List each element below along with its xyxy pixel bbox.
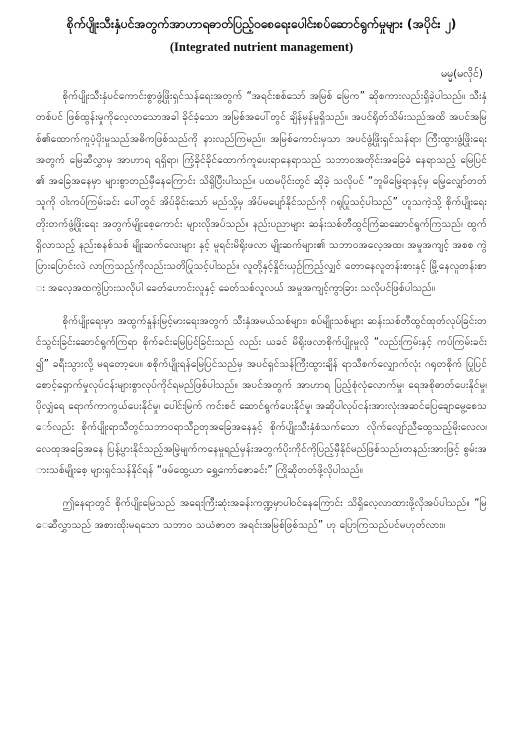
paragraph-1: စိုက်ပျိုးသီးနှံပင်ကောင်းစွာဖွံ့ဖြိုးရှင်သန်ရေးအတွက် “အရင်းစစ်သော် အမြစ် မြေက” ဆိုစကားလည်းရှိခဲ့ပါသည်။ သီးနှံတစ်ပင် ဖြစ်ထွန်းမှုကိုလေ့လာသောအခါ ခိုင်ခံ့သော အမြစ်အပေါ်တွင် ချိန်မှန်မှုရှိသည်။ အပင်ရိုတ်သိမ်းသည်အထိ အပင်အမြစ်၏ထောက်ကူပံ့ပိုးမှုသည်အဓိကဖြစ်သည်ကို နားလည်ကြမည်။ အမြစ်ကောင်းမှသာ အပင်ဖွံ့ဖြိုးရှင်သန်ရာ၊ ကြီးထွားဖွံ့ဖြိုးရေးအတွက် မြေဆီလွှာမှ အာဟာရ ရရှိရာ၊ ကြံ့ခိုင်ခိုင်ထောက်ကူပေးရာနေရာသည် သဘာဝအတိုင်းအခြေခံ နေရာသည့် မြေပြင်၏ အခြေအနေမှာ များစွာတည်မှီနေကြောင်း သိရှိပြီးပါသည်။ ပထမပိုင်းတွင် ဆိုခဲ့ သလိုပင် “ဘူမိမြေ့ရာနှင့်မှ မြေ့လျှော်တတ်သူကို ဝါးကပ်ကြမ်းခင်း ပေါ်တွင် အိပ်ခိုင်းသော် မည်သို့မှ အိပ်မပျော်နိုင်သည်ကို ဂရုပြုသင့်ပါသည်” ဟူသကဲ့သို့ စိုက်ပျိုးရေး တိုးတက်ဖွံ့ဖြိုးရေး အတွက်မျိုးစေ့ကောင်း များလိုအပ်သည်။ နည်းပညာများ ဆန်းသစ်တီထွင်ကြံဆဆောင်ရွက်ကြသည်၊ ထွက်ရှိလာသည့် နည်းစနစ်သစ် မျိုးဆက်လေးများ နှင့် မူရင်းမိရိုးဖလာ မျိုးဆက်များ၏ သဘာဝအလေ့အထ၊ အမှုအကျင့် အစစ ကွဲပြားပြောင်းလဲ လာကြသည့်ကိုလည်းသတိပြုသင့်ပါသည်။ လူတို့နှင့်နှိုင်းယှဉ်ကြည့်လျှင် တောနေလူတန်းစားနှင့် မြို့နေလူတန်းစား အလေ့အထကွဲပြားသလိုပါ ခေတ်ဟောင်းလူနှင့် ခေတ်သစ်လူလယ် အမှုအကျင့်ကွာခြား သလိုပင်ဖြစ်ပါသည်။ [36,91,487,294]
paragraph-3: ဤနေရာတွင် စိုက်ပျိုးမြေသည် အရေးကြီးဆုံးအခန်းကဏ္ဍမှာပါဝင်နေကြောင်း သိရှိလေ့လာထားဖို့လိုအပ်ပါသည်။ “မြေဆီလွှာသည် အစားထိုးမရသော သဘာဝ သယံဇာတ အရင်းအမြစ်ဖြစ်သည်” ဟု ပြောကြသည်ပင်မဟုတ်လား။ [36,498,487,531]
page-title: စိုက်ပျိုးသီးနှံပင်အတွက်အာဟာရဓာတ်ပြည့်ဝစေရေးပေါင်းစပ်ဆောင်ရွက်မှုများ (အပိုင်း ၂) [66,17,457,31]
paragraph-2: စိုက်ပျိုးရေးမှာ အထွက်နှုန်းမြင့်မားရေးအတွက် သီးနှံအမယ်သစ်များ၊ စပ်မျိုးသစ်များ ဆန်းသစ်တီထွင်ထုတ်လုပ်ခြင်းတင်သွင်းခြင်းဆောင်ရွက်ကြရာ စိုက်ခင်းမြေပြင်ခြင်းသည် လည်း ယခင် မိရိုးဖလာစိုက်ပျိုးမှုလို “လည်းကြမ်းနှင့် ကပ်ကြမ်းခင်း၍” ခရီးသွားလို့ မရတော့ပေ။ စစိုက်ပျိုးရန်မြေပြင်သည်မှ အပင်ရှင်သန်ကြီးထွားချိန် ရာသီစက်လျှောက်လုံး ဂရုတစိုက် ပြုပြင်စောင့်ရှောက်မှုလုပ်ငန်းများစွာလုပ်ကိုင်ရမည်ဖြစ်ပါသည်။ အပင်အတွက် အာဟာရ ပြည့်စုံလုံလောက်မှု၊ ရေအစိုဓာတ်ပေးနိုင်မှု၊ပိုလျှံရေ ရောက်ကာကွယ်ပေးနိုင်မှု၊ ပေါင်းမြက် ကင်းစင် ဆောင်ရွက်ပေးနိုင်မှု၊ အဆိုပါလုပ်ငန်းအားလုံးအဆင်ပြေချောမွေ့စေသော်လည်း စိုက်ပျိုးရာသီတွင်သဘာဝရာသီဥတုအခြေအနေနှင့် စိုက်ပျိုးသီးနှံစံသက်သော လိုက်လျော်ညီထွေသည့်မိုးလေလ၊ လေထုအခြေအနေ ပြန့်ပွားနိုင်သည့်အမြဲ့မျက်ကနေမှုရည်မှန်းအတွက်ပိုးကိုင်ကိုပြည့်မှီနိုင်မည်ဖြစ်သည်။တနည်းအားဖြင့် စွမ်းအားသစ်မျိုးစေ့ များရှင်သန်နိုင်ရန် “ဖမ်ထွေ့ယာ ရွှေ့ကော်ဇောခင်း” ကြိုဆိုတတ်ဖို့လိုပါသည်။ [36,315,487,477]
page-subtitle: (Integrated nutrient management) [169,40,354,54]
author-name: မမ္မ(မလိုင်) [441,68,483,80]
